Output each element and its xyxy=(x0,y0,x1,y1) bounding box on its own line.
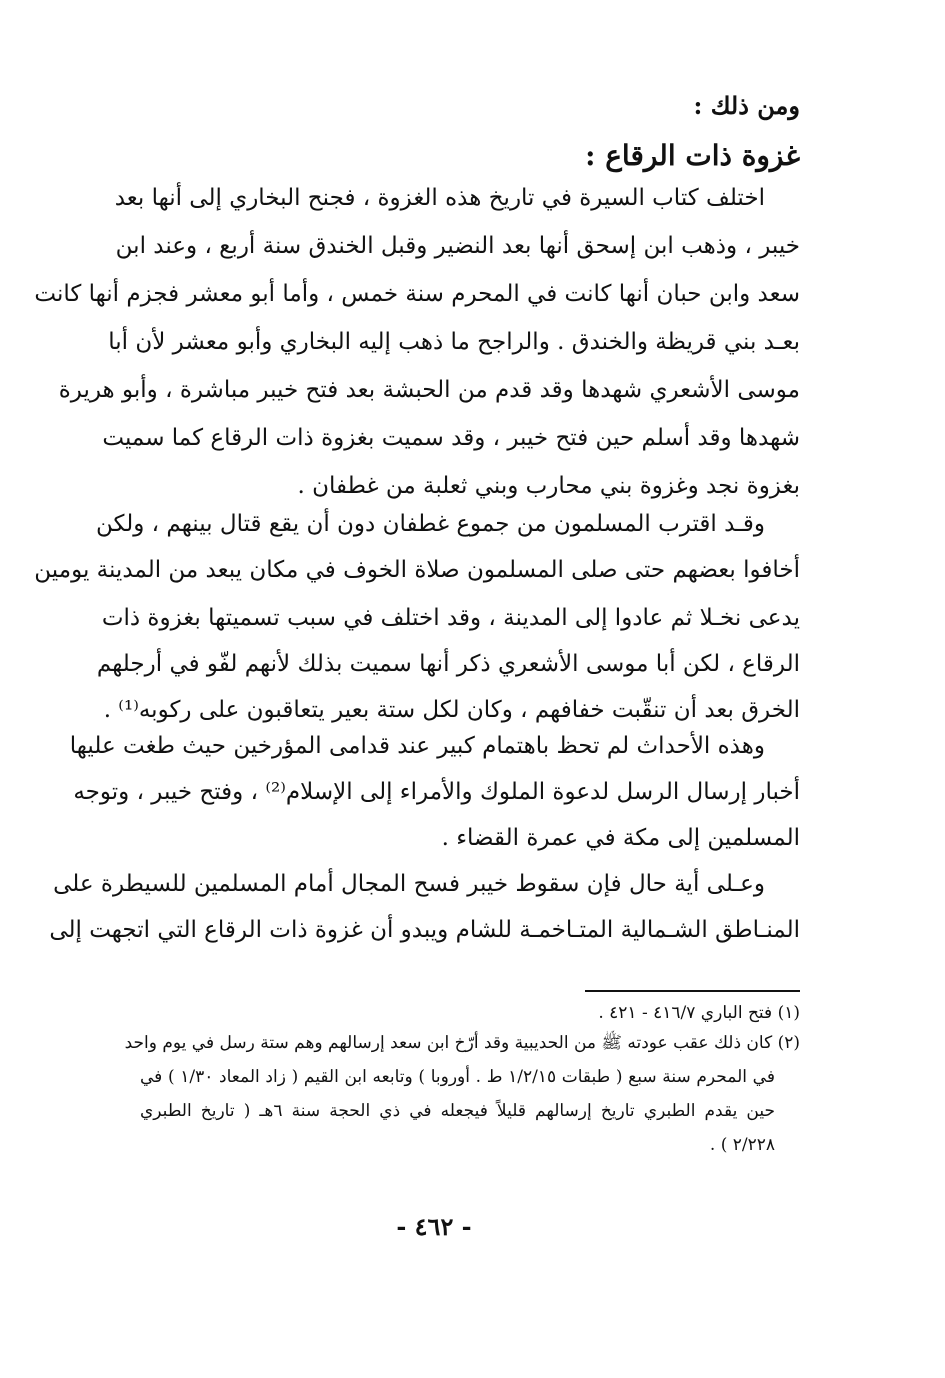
footnote-line: حين يقدم الطبري تاريخ إرسالهم قليلاً فيجعله في ذي الحجة سنة ٦هـ ( تاريخ الطبري xyxy=(140,1101,775,1121)
body-line: سعد وابن حبان أنها كانت في المحرم سنة خمس ، وأما أبو معشر فجزم أنها كانت xyxy=(34,281,800,307)
body-line: وعـلى أية حال فإن سقوط خيبر فسح المجال أمام المسلمين للسيطرة على xyxy=(53,871,765,897)
body-line: موسى الأشعري شهدها وقد قدم من الحبشة بعد فتح خيبر مباشرة ، وأبو هريرة xyxy=(58,377,800,403)
body-line: الرقاع ، لكن أبا موسى الأشعري ذكر أنها سميت بذلك لأنهم لفّو في أرجلهم xyxy=(96,651,800,677)
body-line: وهذه الأحداث لم تحظ باهتمام كبير عند قدامى المؤرخين حيث طغت عليها xyxy=(69,733,765,759)
footnote-line: (٢) كان ذلك عقب عودته ﷺ من الحديبية وقد أرّخ ابن سعد إرسالهم وهم ستة رسل في يوم واحد xyxy=(124,1033,800,1053)
body-line: الخرق بعد أن تنقّبت خفافهم ، وكان لكل ستة بعير يتعاقبون على ركوبه⁽¹⁾ . xyxy=(103,697,800,723)
body-line: اختلف كتاب السيرة في تاريخ هذه الغزوة ، فجنح البخاري إلى أنها بعد xyxy=(114,185,765,211)
body-line: وقـد اقترب المسلمون من جموع غطفان دون أن يقع قتال بينهم ، ولكن xyxy=(96,511,765,537)
page-number: - ٤٦٢ - xyxy=(396,1212,472,1241)
body-line: خيبر ، وذهب ابن إسحق أنها بعد النضير وقبل الخندق سنة أربع ، وعند ابن xyxy=(115,233,800,259)
footnote-separator xyxy=(585,990,800,992)
body-line: شهدها وقد أسلم حين فتح خيبر ، وقد سميت بغزوة ذات الرقاع كما سميت xyxy=(102,425,800,451)
body-line: المسلمين إلى مكة في عمرة القضاء . xyxy=(441,825,800,851)
body-line: المنـاطق الشـمالية المتـاخمـة للشام ويبدو أن غزوة ذات الرقاع التي اتجهت إلى xyxy=(49,917,800,943)
footnote-line: (١) فتح الباري ٤١٦/٧ - ٤٢١ . xyxy=(598,1003,800,1023)
body-line: بغزوة نجد وغزوة بني محارب وبني ثعلبة من غطفان . xyxy=(297,473,800,499)
body-line: أخبار إرسال الرسل لدعوة الملوك والأمراء إلى الإسلام⁽²⁾ ، وفتح خيبر ، وتوجه xyxy=(73,779,800,805)
footnote-line: ٢/٢٢٨ ) . xyxy=(709,1135,775,1155)
intro-line: ومن ذلك : xyxy=(693,91,800,120)
body-line: أخافوا بعضهم حتى صلى المسلمون صلاة الخوف في مكان يبعد من المدينة يومين xyxy=(34,557,800,583)
body-line: يدعى نخـلا ثم عادوا إلى المدينة ، وقد اختلف في سبب تسميتها بغزوة ذات xyxy=(101,605,800,631)
footnote-line: في المحرم سنة سبع ( طبقات ١/٢/١٥ ط . أوروبا ) وتابعه ابن القيم ( زاد المعاد ١/٣٠ ) في xyxy=(140,1067,775,1087)
section-heading: غزوة ذات الرقاع : xyxy=(585,139,800,172)
body-line: بعـد بني قريظة والخندق . والراجح ما ذهب إليه البخاري وأبو معشر لأن أبا xyxy=(108,329,800,355)
